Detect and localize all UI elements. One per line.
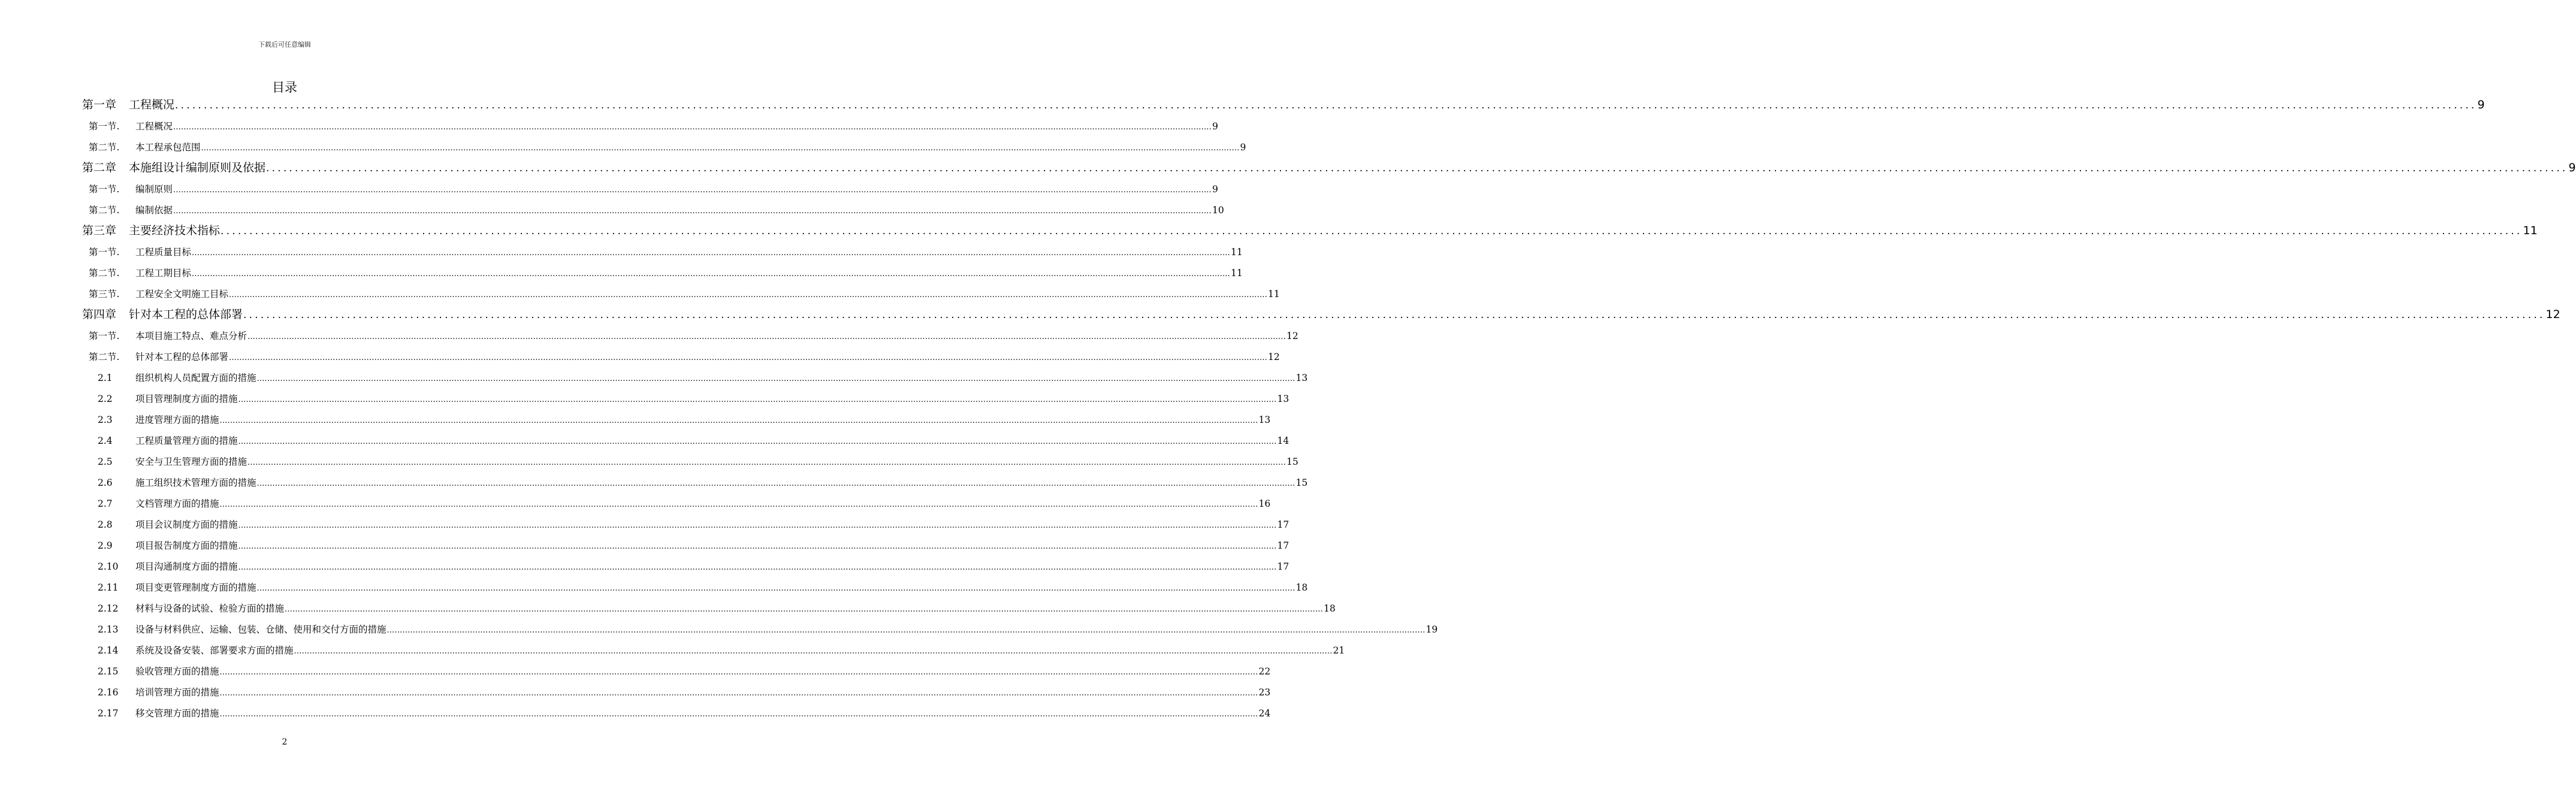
- toc-dot-leader: ................................................................................................................................................................................................................................................................................................................................................................................................................: [238, 395, 1277, 404]
- toc-entry-title: 项目报告制度方面的措施: [135, 540, 238, 551]
- toc-dot-leader: ................................................................................................................................................................................................................................................................................................................................................................................................................: [219, 710, 1258, 719]
- toc-dot-leader: ................................................................................................................................................................................................................................................................................................................................................................................................................: [173, 123, 1212, 132]
- toc-dot-leader: ................................................................................................................................................................................................................................................................................................................................................................................................................: [247, 332, 1286, 341]
- toc-entry-section[interactable]: [89, 182, 1218, 196]
- toc-entry-subsection[interactable]: [98, 392, 1289, 406]
- toc-entry-title: 文档管理方面的措施: [135, 498, 219, 509]
- toc-dot-leader: ................................................................................................................................................................................................................................................................................................................................................................................................................: [192, 249, 1230, 258]
- toc-entry-title: 本项目施工特点、难点分析: [135, 331, 247, 341]
- toc-entry-chapter[interactable]: [82, 222, 2538, 240]
- toc-dot-leader: ................................................................................................................................................................................................................................................................................................................................................................................................................: [219, 689, 1258, 698]
- toc-entry-title: 主要经济技术指标: [129, 224, 221, 237]
- toc-entry-number: 2.12: [98, 603, 119, 614]
- toc-dot-leader: ................................................................................................................................................................................................................................................................................................................................................................................................................: [294, 647, 1333, 656]
- toc-entry-title: 工程质量目标: [135, 247, 192, 258]
- toc-entry-number: 2.4: [98, 435, 113, 446]
- toc-entry-title: 工程概况: [135, 121, 173, 132]
- toc-dot-leader: ................................................................................................................................................................................................................................................................................................................................................................................................................: [175, 99, 2477, 111]
- toc-entry-title: 工程工期目标: [135, 268, 192, 279]
- toc-entry-subsection[interactable]: [98, 518, 1289, 532]
- toc-entry-page: 12: [1267, 352, 1280, 362]
- toc-entry-chapter[interactable]: [82, 96, 2485, 114]
- toc-entry-number: 第三节.: [89, 289, 120, 299]
- toc-entry-subsection[interactable]: [98, 538, 1289, 553]
- toc-entry-page: 18: [1295, 582, 1308, 593]
- toc-entry-number: 第二节.: [89, 268, 120, 279]
- toc-entry-number: 2.7: [98, 498, 113, 509]
- toc-entry-page: 16: [1258, 498, 1271, 509]
- toc-entry-number: 第一节.: [89, 121, 120, 132]
- toc-entry-number: 第一节.: [89, 184, 120, 195]
- toc-entry-title: 设备与材料供应、运输、包装、仓储、使用和交付方面的措施: [135, 624, 386, 635]
- toc-entry-number: 2.8: [98, 519, 113, 530]
- toc-entry-title: 进度管理方面的措施: [135, 414, 219, 425]
- toc-dot-leader: ................................................................................................................................................................................................................................................................................................................................................................................................................: [243, 309, 2545, 321]
- toc-entry-title: 工程安全文明施工目标: [135, 289, 229, 299]
- toc-entry-page: 11: [1267, 289, 1280, 299]
- toc-entry-subsection[interactable]: [98, 455, 1298, 469]
- toc-entry-chapter[interactable]: [82, 159, 2576, 177]
- toc-entry-page: 15: [1286, 456, 1298, 467]
- toc-entry-number: 2.13: [98, 624, 119, 635]
- toc-entry-number: 第一节.: [89, 247, 120, 258]
- toc-entry-page: 15: [1295, 477, 1308, 488]
- toc-entry-title: 项目变更管理制度方面的措施: [135, 582, 256, 593]
- toc-entry-page: 9: [2568, 161, 2576, 174]
- toc-entry-page: 9: [1212, 121, 1218, 132]
- toc-entry-number: 2.5: [98, 456, 113, 467]
- toc-entry-title: 针对本工程的总体部署: [129, 308, 243, 321]
- toc-entry-chapter[interactable]: [82, 305, 2560, 323]
- toc-entry-number: 2.9: [98, 540, 113, 551]
- toc-entry-number: 2.17: [98, 708, 119, 719]
- toc-entry-title: 安全与卫生管理方面的措施: [135, 456, 247, 467]
- page-number: 2: [282, 737, 288, 747]
- toc-entry-subsection[interactable]: [98, 559, 1289, 574]
- toc-entry-title: 项目沟通制度方面的措施: [135, 561, 238, 572]
- toc-entry-subsection[interactable]: [98, 497, 1271, 511]
- toc-entry-subsection[interactable]: [98, 476, 1308, 490]
- toc-entry-page: 17: [1277, 540, 1289, 551]
- toc-entry-page: 9: [1212, 184, 1218, 195]
- toc-entry-title: 项目会议制度方面的措施: [135, 519, 238, 530]
- toc-entry-section[interactable]: [89, 329, 1298, 343]
- toc-entry-number: 第三章: [82, 224, 117, 237]
- toc-dot-leader: ................................................................................................................................................................................................................................................................................................................................................................................................................: [256, 479, 1295, 488]
- toc-entry-number: 第一章: [82, 98, 117, 111]
- toc-entry-number: 第二节.: [89, 142, 120, 153]
- toc-dot-leader: ................................................................................................................................................................................................................................................................................................................................................................................................................: [238, 563, 1277, 572]
- toc-entry-title: 本施组设计编制原则及依据: [129, 161, 266, 174]
- toc-entry-section[interactable]: [89, 350, 1280, 364]
- toc-entry-number: 第一节.: [89, 331, 120, 341]
- page-header: 下载后可任意编辑: [258, 41, 311, 49]
- toc-entry-title: 施工组织技术管理方面的措施: [135, 477, 256, 488]
- toc-entry-subsection[interactable]: [98, 706, 1271, 721]
- toc-entry-subsection[interactable]: [98, 685, 1271, 700]
- toc-dot-leader: ................................................................................................................................................................................................................................................................................................................................................................................................................: [238, 521, 1277, 530]
- toc-entry-section[interactable]: [89, 245, 1243, 259]
- toc-entry-number: 第二章: [82, 161, 117, 174]
- toc-entry-subsection[interactable]: [98, 622, 1438, 637]
- toc-entry-section[interactable]: [89, 287, 1280, 301]
- toc-entry-subsection[interactable]: [98, 580, 1308, 595]
- toc-entry-number: 第四章: [82, 308, 117, 321]
- toc-entry-title: 验收管理方面的措施: [135, 666, 219, 677]
- toc-dot-leader: ................................................................................................................................................................................................................................................................................................................................................................................................................: [219, 668, 1258, 677]
- toc-dot-leader: ................................................................................................................................................................................................................................................................................................................................................................................................................: [285, 605, 1323, 614]
- toc-dot-leader: ................................................................................................................................................................................................................................................................................................................................................................................................................: [173, 207, 1212, 216]
- toc-dot-leader: ................................................................................................................................................................................................................................................................................................................................................................................................................: [247, 458, 1286, 467]
- toc-entry-title: 培训管理方面的措施: [135, 687, 219, 698]
- toc-dot-leader: ................................................................................................................................................................................................................................................................................................................................................................................................................: [229, 290, 1267, 299]
- toc-entry-page: 19: [1426, 624, 1438, 635]
- toc-entry-number: 2.11: [98, 582, 119, 593]
- toc-entry-page: 24: [1258, 708, 1271, 719]
- toc-entry-page: 13: [1295, 373, 1308, 383]
- toc-entry-subsection[interactable]: [98, 643, 1345, 658]
- toc-entry-page: 10: [1212, 205, 1224, 216]
- toc-entry-section[interactable]: [89, 266, 1243, 280]
- toc-dot-leader: ................................................................................................................................................................................................................................................................................................................................................................................................................: [219, 416, 1258, 425]
- toc-entry-page: 13: [1258, 414, 1271, 425]
- toc-entry-page: 12: [1286, 331, 1298, 341]
- toc-dot-leader: ................................................................................................................................................................................................................................................................................................................................................................................................................: [201, 144, 1240, 153]
- toc-entry-title: 本工程承包范围: [135, 142, 201, 153]
- toc-entry-number: 2.14: [98, 645, 119, 656]
- toc-dot-leader: ................................................................................................................................................................................................................................................................................................................................................................................................................: [192, 270, 1230, 279]
- toc-entry-page: 9: [2477, 98, 2485, 111]
- toc-entry-title: 组织机构人员配置方面的措施: [135, 373, 256, 383]
- toc-entry-number: 第二节.: [89, 352, 120, 362]
- toc-entry-page: 11: [2523, 224, 2538, 237]
- toc-entry-number: 2.10: [98, 561, 119, 572]
- toc-entry-number: 2.15: [98, 666, 119, 677]
- toc-entry-subsection[interactable]: [98, 371, 1308, 385]
- toc-entry-title: 工程质量管理方面的措施: [135, 435, 238, 446]
- toc-entry-page: 17: [1277, 561, 1289, 572]
- toc-dot-leader: ................................................................................................................................................................................................................................................................................................................................................................................................................: [238, 437, 1277, 446]
- toc-entry-number: 2.1: [98, 373, 113, 383]
- toc-entry-page: 23: [1258, 687, 1271, 698]
- toc-entry-page: 11: [1230, 268, 1243, 279]
- toc-entry-page: 13: [1277, 394, 1289, 404]
- toc-entry-page: 17: [1277, 519, 1289, 530]
- toc-entry-page: 22: [1258, 666, 1271, 677]
- toc-entry-subsection[interactable]: [98, 664, 1271, 679]
- toc-dot-leader: ................................................................................................................................................................................................................................................................................................................................................................................................................: [266, 162, 2568, 174]
- toc-entry-title: 针对本工程的总体部署: [135, 352, 229, 362]
- toc-entry-title: 编制原则: [135, 184, 173, 195]
- toc-entry-page: 12: [2545, 308, 2560, 321]
- toc-entry-subsection[interactable]: [98, 601, 1336, 616]
- toc-title: 目录: [272, 80, 297, 95]
- toc-entry-section[interactable]: [89, 140, 1246, 155]
- toc-dot-leader: ................................................................................................................................................................................................................................................................................................................................................................................................................: [386, 626, 1426, 635]
- toc-dot-leader: ................................................................................................................................................................................................................................................................................................................................................................................................................: [238, 542, 1277, 551]
- toc-entry-number: 2.3: [98, 414, 113, 425]
- toc-entry-subsection[interactable]: [98, 413, 1271, 427]
- toc-entry-number: 2.16: [98, 687, 119, 698]
- toc-entry-page: 21: [1333, 645, 1345, 656]
- toc-entry-page: 9: [1240, 142, 1246, 153]
- toc-entry-title: 材料与设备的试验、检验方面的措施: [135, 603, 285, 614]
- toc-entry-section[interactable]: [89, 119, 1218, 134]
- toc-entry-page: 18: [1323, 603, 1336, 614]
- toc-entry-subsection[interactable]: [98, 434, 1289, 448]
- toc-dot-leader: ................................................................................................................................................................................................................................................................................................................................................................................................................: [219, 500, 1258, 509]
- toc-entry-title: 移交管理方面的措施: [135, 708, 219, 719]
- toc-dot-leader: ................................................................................................................................................................................................................................................................................................................................................................................................................: [229, 353, 1267, 362]
- toc-entry-title: 项目管理制度方面的措施: [135, 394, 238, 404]
- toc-entry-title: 系统及设备安装、部署要求方面的措施: [135, 645, 294, 656]
- toc-entry-title: 编制依据: [135, 205, 173, 216]
- toc-entry-number: 2.6: [98, 477, 113, 488]
- toc-entry-number: 第二节.: [89, 205, 120, 216]
- toc-dot-leader: ................................................................................................................................................................................................................................................................................................................................................................................................................: [221, 225, 2523, 237]
- toc-dot-leader: ................................................................................................................................................................................................................................................................................................................................................................................................................: [173, 186, 1212, 195]
- toc-dot-leader: ................................................................................................................................................................................................................................................................................................................................................................................................................: [256, 584, 1295, 593]
- toc-entry-page: 14: [1277, 435, 1289, 446]
- toc-entry-page: 11: [1230, 247, 1243, 258]
- toc-entry-section[interactable]: [89, 203, 1224, 217]
- toc-entry-title: 工程概况: [129, 98, 175, 111]
- toc-dot-leader: ................................................................................................................................................................................................................................................................................................................................................................................................................: [256, 374, 1295, 383]
- toc-entry-number: 2.2: [98, 394, 113, 404]
